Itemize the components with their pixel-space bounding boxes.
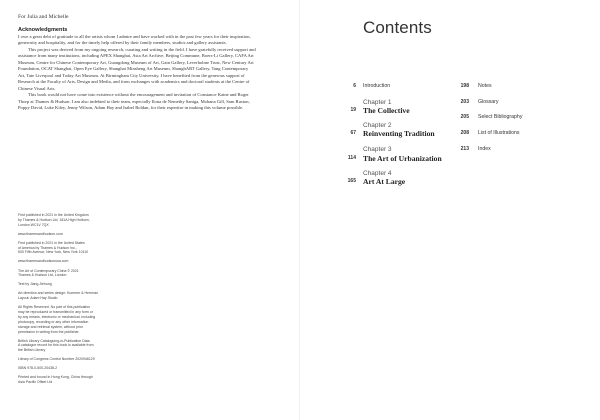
imprint-line: Text by Jiang Jiehong (18, 282, 52, 287)
imprint-line: First published in 2021 in the United States of America by Thames & Hudson Inc., 500 Fifth Avenue, New York, New York 10110 (18, 240, 89, 255)
imprint-line: www.thamesandhudsonusa.com (18, 259, 69, 264)
toc-page-number: 6 (353, 83, 356, 89)
toc-page-number: 114 (347, 155, 356, 161)
imprint-line: The Art of Contemporary China © 2021 Thames & Hudson Ltd, London (18, 268, 79, 278)
toc-page-number: 19 (350, 107, 356, 113)
imprint-line: All Rights Reserved. No part of this publication may be reproduced or transmitted in any form or by any means, electronic or mechanical, including photocopy, recording or any other information storage and retrieval system, without prior permission in writing from the publisher. (18, 305, 96, 334)
toc-chapter-label: Chapter 2 (363, 122, 392, 129)
acknowledgments-paragraph: This project was derived from my ongoing research, curating and writing in the field. I have gratefully received support and assistance from many institutions, including APEX Shanghai, Asia Art Archive, Beijing Commune, Boers-Li Gallery, CAFA Art Museum, Centre for Chinese Contemporary Art, Guangdong Museum of Art, Gain Gallery, Leverholme Trust, New Century Art Foundation, OCAT Shanghai, Open Eye Gallery, Shanghai Minsheng Art Museum, ShanghART Gallery, Tang Contemporary Art, Tate Liverpool and Today Art Museum. At Birmingham City University, I have benefited from the generous support of Research at the Faculty of Arts, Design and Media, and from exchanges with academics and doctoral students at the Centre of Chinese Visual Arts. (18, 46, 256, 91)
acknowledgments-heading: Acknowledgments (18, 27, 68, 33)
toc-chapter-title: The Art of Urbanization (363, 154, 442, 163)
toc-chapter-title: The Collective (363, 106, 410, 115)
imprint-line: British Library Cataloguing-in-Publication Data A catalogue record for this book is available from the British Library (18, 338, 94, 353)
toc-chapter-label: Chapter 1 (363, 99, 392, 106)
imprint-line: First published in 2021 in the United Kingdom by Thames & Hudson Ltd, 181A High Holborn, London WC1V 7QX (18, 213, 90, 227)
imprint-line: Art direction and series design: Kummer & Herrman Layout: Adam Hay Studio (18, 291, 99, 301)
toc-page-number: 205 (460, 114, 469, 120)
toc-page-number: 213 (460, 146, 469, 152)
imprint-line: ISBN 978-0-500-20438-2 (18, 366, 58, 371)
toc-chapter-title: Reinventing Tradition (363, 129, 435, 138)
contents-title: Contents (363, 18, 432, 37)
toc-entry-title: Index (478, 146, 491, 152)
imprint-line: Library of Congress Control Number 2020946129 (18, 357, 95, 362)
toc-page-number: 165 (347, 178, 356, 184)
imprint-line: www.thamesandhudson.com (18, 231, 63, 236)
acknowledgments-paragraph: I owe a great debt of gratitude to all the artists whom I admire and have worked with in the past few years for their inspiration, generosity and hospitality, and for the timely help offered by their family members, studios and gallery assistants. (18, 34, 251, 46)
toc-page-number: 67 (350, 130, 356, 136)
toc-entry-title: Notes (478, 83, 492, 89)
toc-page-number: 208 (460, 130, 469, 136)
toc-page-number: 198 (460, 83, 469, 89)
toc-chapter-label: Chapter 3 (363, 146, 392, 153)
toc-chapter-title: Art At Large (363, 177, 406, 186)
toc-entry-title: Glossary (478, 99, 499, 105)
toc-entry-title: Select Bibliography (478, 114, 523, 120)
toc-entry-title: Introduction (363, 83, 391, 89)
copyright-imprint (18, 213, 158, 389)
toc-entry-title: List of Illustrations (478, 130, 520, 136)
right-page (300, 0, 600, 420)
toc-page-number: 203 (460, 99, 469, 105)
imprint-line: Printed and bound in Hong Kong, China through Asia Pacific Offset Ltd (18, 375, 93, 385)
left-page (18, 14, 256, 111)
toc-chapter-label: Chapter 4 (363, 170, 392, 177)
dedication: For Julia and Michelle (18, 14, 69, 20)
acknowledgments-paragraph: This book would not have come into existence without the encouragement and invitation of Constance Kaine and Roger Thorp at Thames & Hudson. I am also indebted to their team, especially Ilona de Nemethy Saniga, Mohana Gill, Sam Ruston, Poppy David, Luke Kiley, Jenny Wilson, Adam Hay and Isabel Roldan, for their expertise in making this volume possible. (18, 92, 250, 110)
